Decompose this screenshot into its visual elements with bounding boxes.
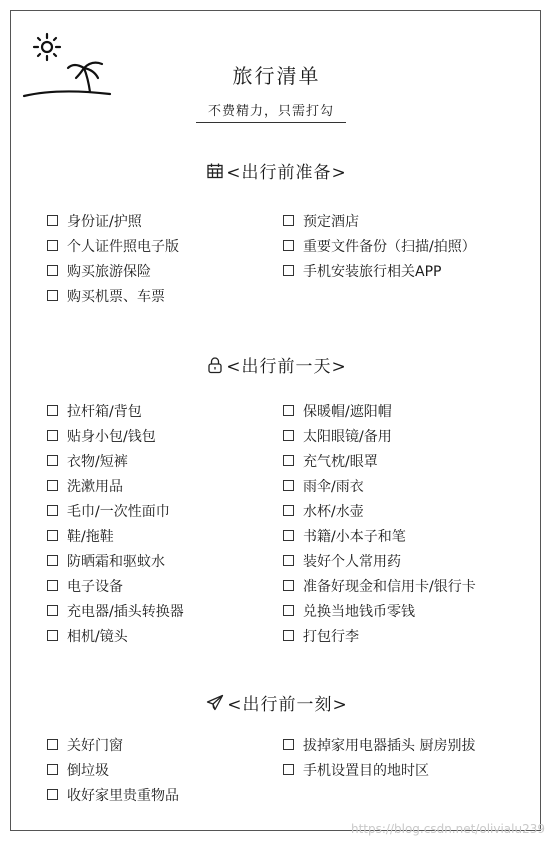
moment-before-left-column [47,732,179,807]
checkbox[interactable] [283,455,294,466]
section-title-moment-before: <出行前一刻> [227,695,348,715]
checkbox[interactable] [283,265,294,276]
checklist-item[interactable]: 充电器/插头转换器 [47,598,184,623]
section-heading-moment-before [0,690,553,715]
checklist-item[interactable]: 毛巾/一次性面巾 [47,498,184,523]
checklist-item[interactable]: 书籍/小本子和笔 [283,523,476,548]
checkbox[interactable] [47,530,58,541]
checkbox[interactable] [283,530,294,541]
checklist-item[interactable]: 个人证件照电子版 [47,233,179,258]
checkbox[interactable] [47,505,58,516]
page-subtitle: 不费精力，只需打勾 [196,100,346,123]
checkbox[interactable] [283,630,294,641]
section-heading-prepare [0,158,553,183]
checkbox[interactable] [47,215,58,226]
checklist-item[interactable]: 倒垃圾 [47,757,179,782]
prepare-right-column [283,208,476,283]
checkbox[interactable] [47,405,58,416]
checkbox[interactable] [47,480,58,491]
checklist-item[interactable]: 鞋/拖鞋 [47,523,184,548]
padlock-icon [206,356,224,374]
checklist-item[interactable]: 拔掉家用电器插头 厨房别拔 [283,732,475,757]
checklist-item[interactable]: 装好个人常用药 [283,548,476,573]
checklist-item[interactable]: 水杯/水壶 [283,498,476,523]
checkbox[interactable] [283,739,294,750]
prepare-left-column [47,208,179,308]
checklist-item[interactable]: 衣物/短裤 [47,448,184,473]
checkbox[interactable] [47,430,58,441]
checklist-item[interactable]: 相机/镜头 [47,623,184,648]
checklist-item[interactable]: 洗漱用品 [47,473,184,498]
checkbox[interactable] [283,764,294,775]
checkbox[interactable] [283,480,294,491]
airplane-icon [205,693,225,713]
day-before-left-column [47,398,184,648]
checklist-item[interactable]: 关好门窗 [47,732,179,757]
checklist-item[interactable]: 保暖帽/遮阳帽 [283,398,476,423]
checkbox[interactable] [283,430,294,441]
checklist-item[interactable]: 准备好现金和信用卡/银行卡 [283,573,476,598]
checkbox[interactable] [47,630,58,641]
checkbox[interactable] [47,739,58,750]
checklist-item[interactable]: 太阳眼镜/备用 [283,423,476,448]
checkbox[interactable] [47,789,58,800]
section-title-prepare: <出行前准备> [226,163,347,183]
checkbox[interactable] [47,455,58,466]
checklist-item[interactable]: 贴身小包/钱包 [47,423,184,448]
checklist-item[interactable]: 充气枕/眼罩 [283,448,476,473]
checklist-item[interactable]: 预定酒店 [283,208,476,233]
calendar-icon [206,162,224,180]
checkbox[interactable] [47,290,58,301]
checkbox[interactable] [283,240,294,251]
checklist-item[interactable]: 身份证/护照 [47,208,179,233]
page-title: 旅行清单 [232,64,321,88]
checklist-item[interactable]: 电子设备 [47,573,184,598]
checkbox[interactable] [47,580,58,591]
checkbox[interactable] [283,405,294,416]
section-title-day-before: <出行前一天> [226,357,347,377]
checkbox[interactable] [47,764,58,775]
checklist-item[interactable]: 手机设置目的地时区 [283,757,475,782]
checklist-item[interactable]: 购买机票、车票 [47,283,179,308]
checkbox[interactable] [47,555,58,566]
checklist-item[interactable]: 雨伞/雨衣 [283,473,476,498]
checklist-item[interactable]: 打包行李 [283,623,476,648]
checkbox[interactable] [283,605,294,616]
checkbox[interactable] [283,555,294,566]
section-heading-day-before [0,352,553,377]
watermark: https://blog.csdn.net/olivialu239 [350,822,545,836]
checkbox[interactable] [47,265,58,276]
checklist-item[interactable]: 手机安装旅行相关APP [283,258,476,283]
checklist-item[interactable]: 拉杆箱/背包 [47,398,184,423]
checklist-item[interactable]: 收好家里贵重物品 [47,782,179,807]
checklist-item[interactable]: 兑换当地钱币零钱 [283,598,476,623]
checkbox[interactable] [47,240,58,251]
checklist-item[interactable]: 购买旅游保险 [47,258,179,283]
checklist-item[interactable]: 防晒霜和驱蚊水 [47,548,184,573]
day-before-right-column [283,398,476,648]
checkbox[interactable] [47,605,58,616]
checkbox[interactable] [283,580,294,591]
checkbox[interactable] [283,505,294,516]
checkbox[interactable] [283,215,294,226]
checklist-item[interactable]: 重要文件备份（扫描/拍照） [283,233,476,258]
moment-before-right-column [283,732,475,782]
